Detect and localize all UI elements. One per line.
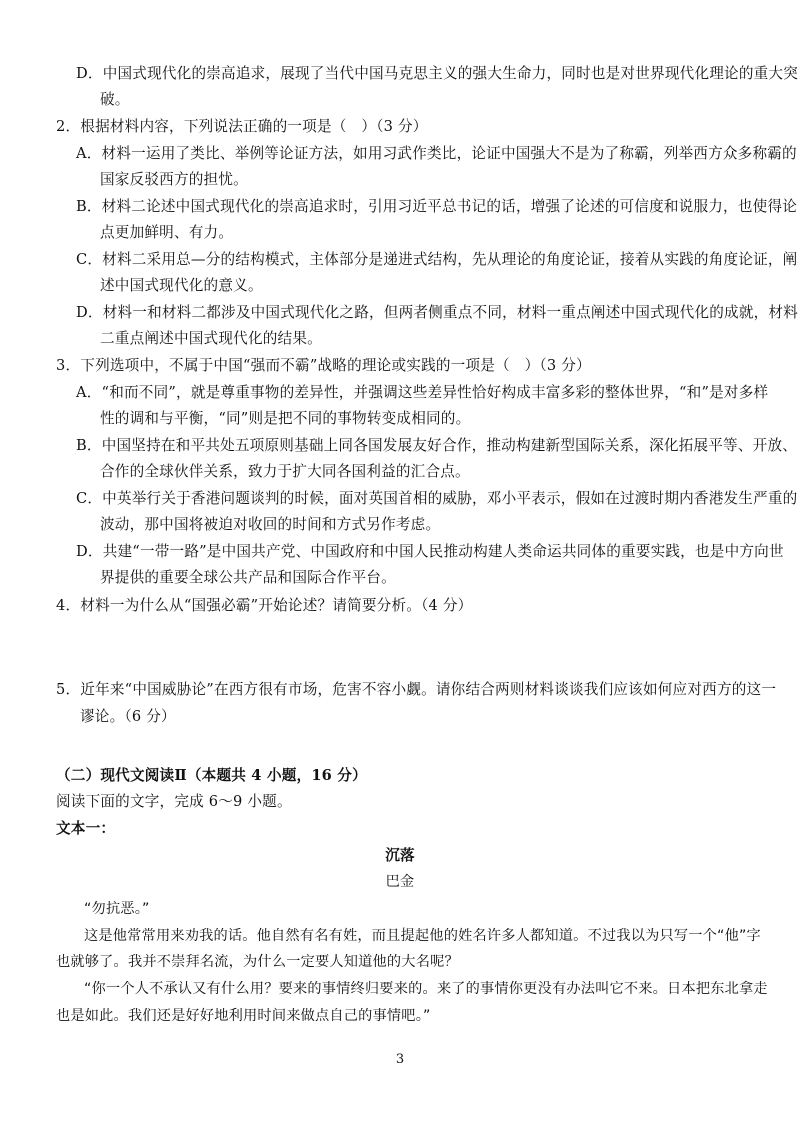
- q2-option-c-line2: 述中国式现代化的意义。: [100, 277, 263, 294]
- story-author: 巴金: [385, 874, 415, 890]
- story-paragraph-3-line1: “你一个人不承认又有什么用？要来的事情终归要来的。来了的事情你更没有办法叫它不来。日本把东北拿走: [84, 981, 768, 997]
- q2-stem: 2．根据材料内容，下列说法正确的一项是（ ）（3 分）: [56, 118, 428, 135]
- q3-option-a-line1: A．“和而不同”，就是尊重事物的差异性，并强调这些差异性恰好构成丰富多彩的整体世界，“和”是对多样: [76, 384, 769, 401]
- q4-stem: 4．材料一为什么从“国强必霸”开始论述？请简要分析。（4 分）: [56, 597, 473, 614]
- q2-option-a-line2: 国家反驳西方的担忧。: [100, 171, 248, 188]
- q2-option-b-line1: B．材料二论述中国式现代化的崇高追求时，引用习近平总书记的话，增强了论述的可信度和说服力，也使得论: [76, 198, 798, 215]
- q3-option-b-line1: B．中国坚持在和平共处五项原则基础上同各国发展友好合作，推动构建新型国际关系，深化拓展平等、开放、: [76, 437, 798, 454]
- story-title: 沉落: [385, 847, 415, 864]
- q2-option-d-line1: D．材料一和材料二都涉及中国式现代化之路，但两者侧重点不同，材料一重点阐述中国式现代化的成就，材料: [76, 304, 799, 321]
- q2-option-d-line2: 二重点阐述中国式现代化的结果。: [100, 330, 322, 347]
- q3-option-a-line2: 性的调和与平衡，“同”则是把不同的事物转变成相同的。: [100, 410, 471, 427]
- q3-option-c-line2: 波动，那中国将被迫对收回的时间和方式另作考虑。: [100, 516, 441, 533]
- q1-option-d-line2: 破。: [100, 91, 130, 108]
- q2-option-c-line1: C．材料二采用总—分的结构模式，主体部分是递进式结构，先从理论的角度论证，接着从实践的角度论证，阐: [76, 251, 798, 268]
- section-instruction: 阅读下面的文字，完成 6～9 小题。: [56, 793, 292, 810]
- story-paragraph-3-line2: 也是如此。我们还是好好地利用时间来做点自己的事情吧。”: [56, 1008, 431, 1024]
- text-label: 文本一：: [56, 820, 116, 837]
- story-paragraph-1: “勿抗恶。”: [84, 901, 150, 917]
- page-number: 3: [395, 1052, 405, 1067]
- q3-option-c-line1: C．中英举行关于香港问题谈判的时候，面对英国首相的威胁，邓小平表示，假如在过渡时期内香港发生严重的: [76, 490, 798, 507]
- q3-option-d-line1: D．共建“一带一路”是中国共产党、中国政府和中国人民推动构建人类命运共同体的重要实践，也是中方向世: [76, 543, 784, 560]
- q5-line2: 谬论。（6 分）: [80, 708, 176, 725]
- story-paragraph-2-line2: 也就够了。我并不崇拜名流，为什么一定要人知道他的大名呢？: [56, 954, 459, 970]
- q2-option-a-line1: A．材料一运用了类比、举例等论证方法，如用习武作类比，论证中国强大不是为了称霸，列举西方众多称霸的: [76, 145, 797, 162]
- section-heading: （二）现代文阅读Ⅱ（本题共 4 小题，16 分）: [56, 767, 367, 784]
- q5-line1: 5．近年来“中国威胁论”在西方很有市场，危害不容小觑。请你结合两则材料谈谈我们应该如何应对西方的这一: [56, 681, 777, 698]
- q3-option-d-line2: 界提供的重要全球公共产品和国际合作平台。: [100, 569, 396, 586]
- story-paragraph-2-line1: 这是他常常用来劝我的话。他自然有名有姓，而且提起他的姓名许多人都知道。不过我以为只写一个“他”字: [84, 928, 761, 944]
- q2-option-b-line2: 点更加鲜明、有力。: [100, 224, 234, 241]
- q1-option-d-line1: D．中国式现代化的崇高追求，展现了当代中国马克思主义的强大生命力，同时也是对世界现代化理论的重大突: [76, 65, 799, 82]
- q3-stem: 3．下列选项中，不属于中国“强而不霸”战略的理论或实践的一项是（ ）（3 分）: [56, 357, 591, 374]
- q3-option-b-line2: 合作的全球伙伴关系，致力于扩大同各国利益的汇合点。: [100, 463, 470, 480]
